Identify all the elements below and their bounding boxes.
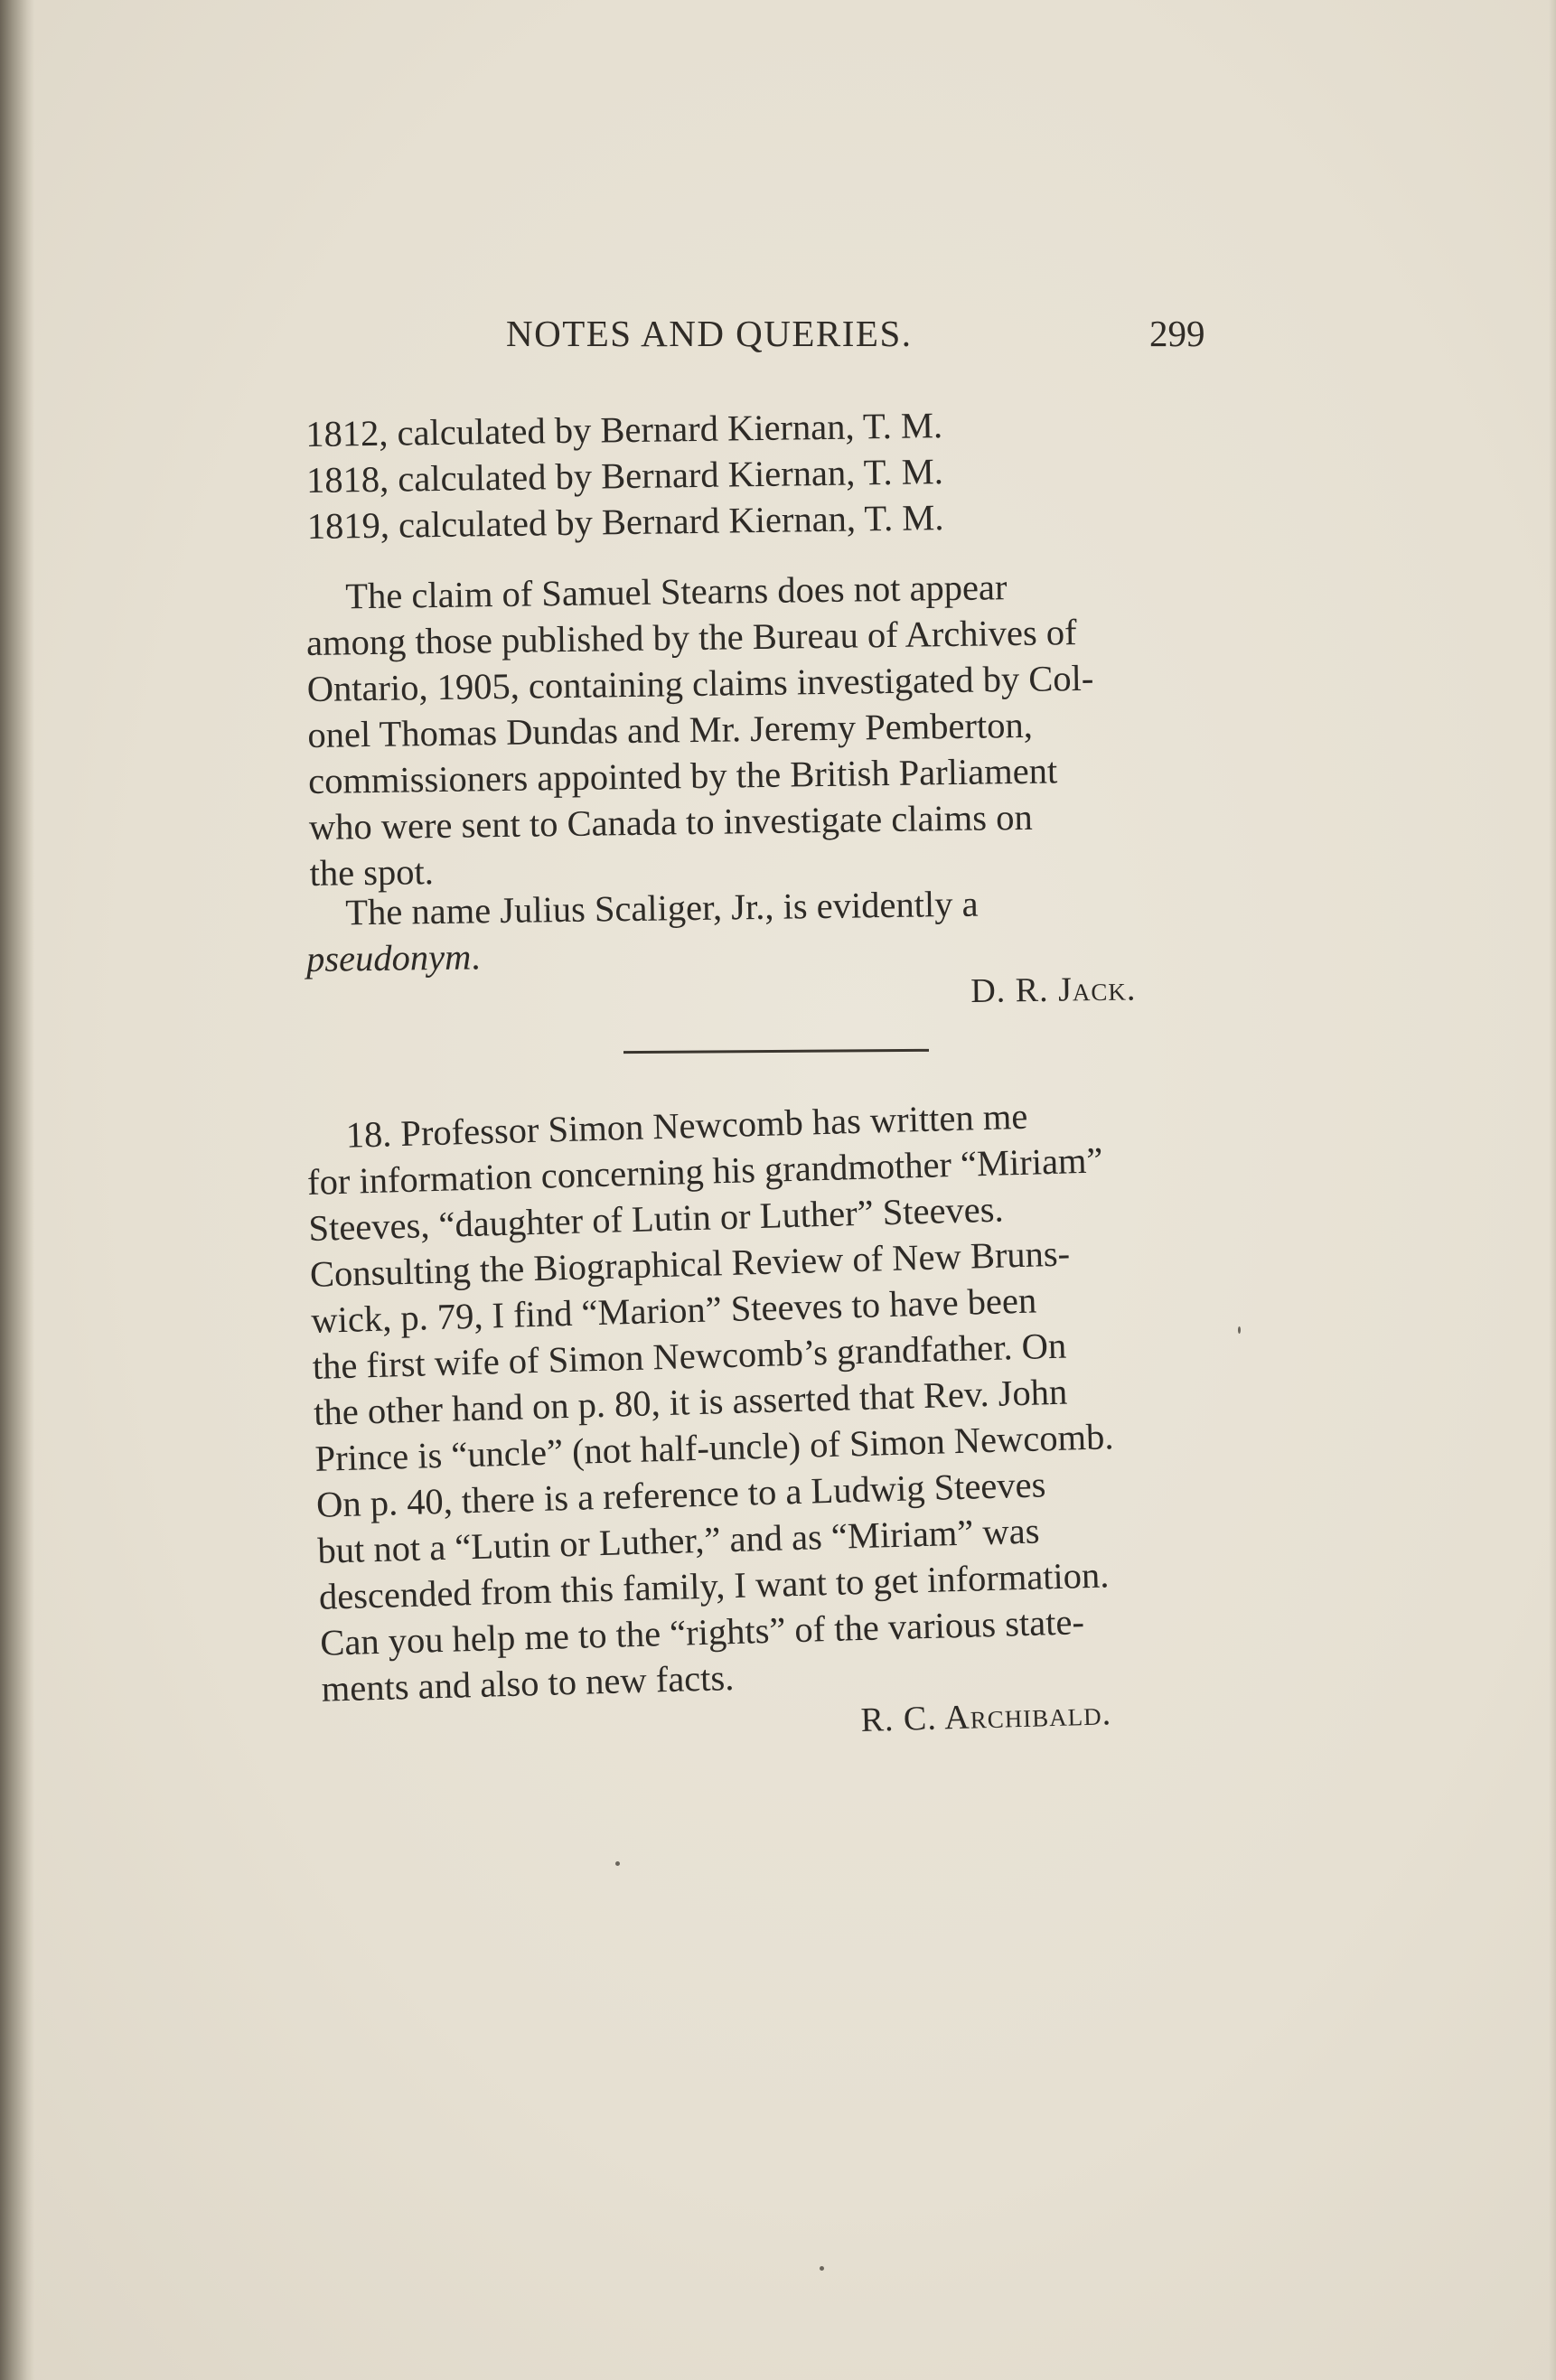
- paragraph-line: the other hand on p. 80, it is asserted that Rev. John: [313, 1371, 1068, 1433]
- pseudonym-word: pseudonym: [305, 936, 472, 979]
- newcomb-query-paragraph: [305, 1088, 1230, 1712]
- paragraph-line: onel Thomas Dundas and Mr. Jeremy Pemberton,: [307, 704, 1034, 755]
- calculation-line: 1812, calculated by Bernard Kiernan, T. M.: [305, 405, 943, 454]
- page-number: 299: [1149, 313, 1205, 354]
- scaliger-paragraph: [305, 877, 1214, 982]
- calculation-list: [305, 398, 1215, 549]
- paragraph-line: Steeves, “daughter of Lutin or Luther” Steeves.: [307, 1188, 1005, 1249]
- paragraph-line: Consulting the Biographical Review of New Bruns-: [309, 1232, 1071, 1295]
- paragraph-line: Ontario, 1905, containing claims investigated by Col-: [306, 657, 1094, 709]
- paragraph-line: descended from this family, I want to get information.: [318, 1554, 1110, 1617]
- calculation-line: 1819, calculated by Bernard Kiernan, T. M.: [306, 497, 944, 547]
- running-header: NOTES AND QUERIES.: [506, 313, 913, 354]
- paper-speck: [820, 2266, 824, 2271]
- paragraph-line: wick, p. 79, I find “Marion” Steeves to have been: [310, 1279, 1037, 1341]
- calculation-line: 1818, calculated by Bernard Kiernan, T. M.: [305, 451, 944, 501]
- page-binding-shadow: [0, 0, 34, 2380]
- paragraph-line: who were sent to Canada to investigate claims on: [308, 796, 1033, 848]
- paragraph-line: among those published by the Bureau of Archives of: [305, 612, 1077, 663]
- paragraph-line: but not a “Lutin or Luther,” and as “Miriam” was: [316, 1510, 1040, 1571]
- paragraph-line: for information concerning his grandmother “Miriam”: [306, 1139, 1104, 1203]
- paper-speck: [1238, 1326, 1241, 1334]
- page-right-edge: [1549, 0, 1556, 2380]
- paragraph-line: 18. Professor Simon Newcomb has written me: [345, 1095, 1028, 1156]
- paragraph-line: the first wife of Simon Newcomb’s grandfather. On: [312, 1325, 1067, 1387]
- paper-speck: [615, 1861, 620, 1866]
- paragraph-line: Can you help me to the “rights” of the various state-: [319, 1601, 1085, 1663]
- period: .: [470, 936, 481, 978]
- paragraph-line: ments and also to new facts.: [321, 1657, 735, 1710]
- stearns-claim-paragraph: [305, 561, 1218, 896]
- paragraph-line: Prince is “uncle” (not half-uncle) of Simon Newcomb.: [314, 1416, 1114, 1479]
- signature-jack: D. R. Jack.: [970, 970, 1137, 1010]
- paragraph-line: the spot.: [309, 851, 435, 894]
- signature-archibald: R. C. Archibald.: [860, 1694, 1112, 1739]
- paragraph-line: The name Julius Scaliger, Jr., is evidently a: [345, 883, 979, 933]
- paragraph-line: The claim of Samuel Stearns does not appear: [345, 567, 1008, 617]
- paragraph-line: On p. 40, there is a reference to a Ludwig Steeves: [315, 1464, 1046, 1525]
- paragraph-line: commissioners appointed by the British Parliament: [307, 750, 1058, 801]
- section-divider: [623, 1049, 929, 1054]
